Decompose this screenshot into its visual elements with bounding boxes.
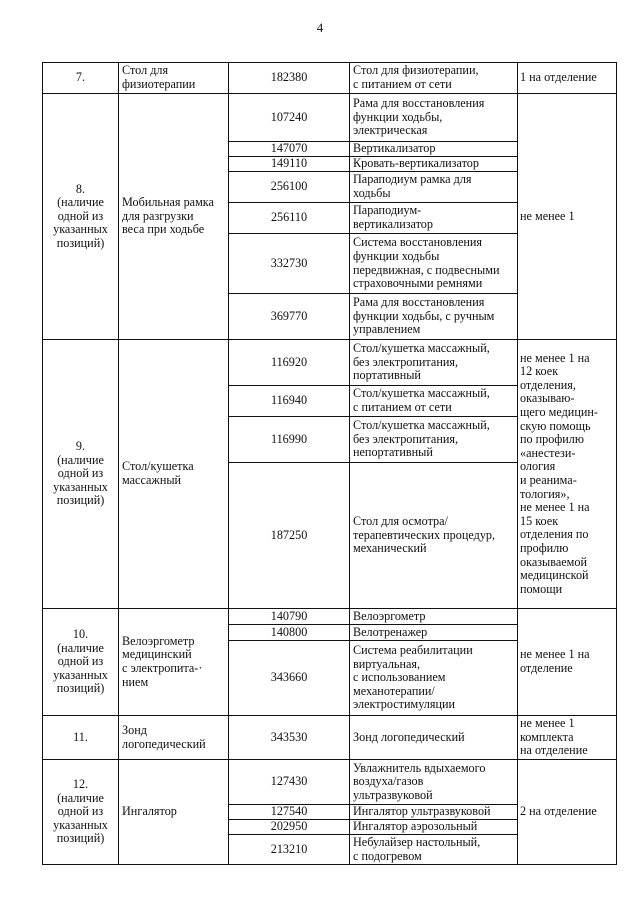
equipment-name: Зонд логопедический [119,716,229,760]
type-code: 256110 [229,203,350,234]
position-number: 7. [43,63,119,94]
table-row [43,63,617,94]
type-name: Параподиум рамка для ходьбы [350,172,518,203]
required-quantity: не менее 1 на 12 коек отделения, оказываю- щего медицин- скую помощь по профилю «анестези- ология и реанима- тология», не менее 1 на 15 коек отделения по профилю оказываемой медицинской помощи [518,340,617,609]
type-name: Увлажнитель вдыхаемого воздуха/газов ультразвуковой [350,760,518,805]
type-code: 213210 [229,835,350,865]
type-name: Рама для восстановления функции ходьбы, электрическая [350,94,518,142]
position-number: 11. [43,716,119,760]
type-name: Система реабилитации виртуальная, с использованием механотерапии/ электростимуляции [350,641,518,716]
type-name: Параподиум- вертикализатор [350,203,518,234]
type-code: 343530 [229,716,350,760]
table-row [43,609,617,625]
type-code: 127430 [229,760,350,805]
required-quantity: не менее 1 [518,94,617,340]
required-quantity: не менее 1 на отделение [518,609,617,716]
type-code: 332730 [229,234,350,294]
type-code: 116920 [229,340,350,386]
type-name: Система восстановления функции ходьбы передвижная, с подвесными страховочными ремнями [350,234,518,294]
equipment-name: Велоэргометр медицинский с электропита-· нием [119,609,229,716]
type-name: Стол/кушетка массажный, без электропитания, портативный [350,340,518,386]
type-code: 147070 [229,142,350,157]
type-code: 140790 [229,609,350,625]
type-name: Стол для осмотра/ терапевтических процедур, механический [350,463,518,609]
equipment-name: Стол для физиотерапии [119,63,229,94]
position-number: 8. (наличие одной из указанных позиций) [43,94,119,340]
type-code: 116990 [229,417,350,463]
required-quantity: 1 на отделение [518,63,617,94]
type-name: Зонд логопедический [350,716,518,760]
type-name: Стол/кушетка массажный, без электропитания, непортативный [350,417,518,463]
equipment-name: Мобильная рамка для разгрузки веса при ходьбе [119,94,229,340]
table-row [43,716,617,760]
position-number: 9. (наличие одной из указанных позиций) [43,340,119,609]
type-name: Велоэргометр [350,609,518,625]
type-code: 149110 [229,157,350,172]
type-code: 182380 [229,63,350,94]
type-name: Стол для физиотерапии, с питанием от сети [350,63,518,94]
type-name: Кровать-вертикализатор [350,157,518,172]
type-name: Вертикализатор [350,142,518,157]
required-quantity: 2 на отделение [518,760,617,865]
type-name: Ингалятор аэрозольный [350,820,518,835]
table-row [43,94,617,142]
type-name: Небулайзер настольный, с подогревом [350,835,518,865]
position-number: 12. (наличие одной из указанных позиций) [43,760,119,865]
type-code: 343660 [229,641,350,716]
type-name: Рама для восстановления функции ходьбы, с ручным управлением [350,294,518,340]
type-code: 116940 [229,386,350,417]
table-row [43,760,617,805]
type-name: Велотренажер [350,625,518,641]
type-name: Ингалятор ультразвуковой [350,805,518,820]
required-quantity: не менее 1 комплекта на отделение [518,716,617,760]
table-row [43,340,617,386]
type-code: 140800 [229,625,350,641]
type-code: 369770 [229,294,350,340]
type-code: 187250 [229,463,350,609]
type-code: 256100 [229,172,350,203]
equipment-name: Стол/кушетка массажный [119,340,229,609]
type-code: 127540 [229,805,350,820]
page-number: 4 [316,20,324,35]
equipment-name: Ингалятор [119,760,229,865]
position-number: 10. (наличие одной из указанных позиций) [43,609,119,716]
type-code: 107240 [229,94,350,142]
type-code: 202950 [229,820,350,835]
type-name: Стол/кушетка массажный, с питанием от сети [350,386,518,417]
equipment-table [42,62,617,865]
